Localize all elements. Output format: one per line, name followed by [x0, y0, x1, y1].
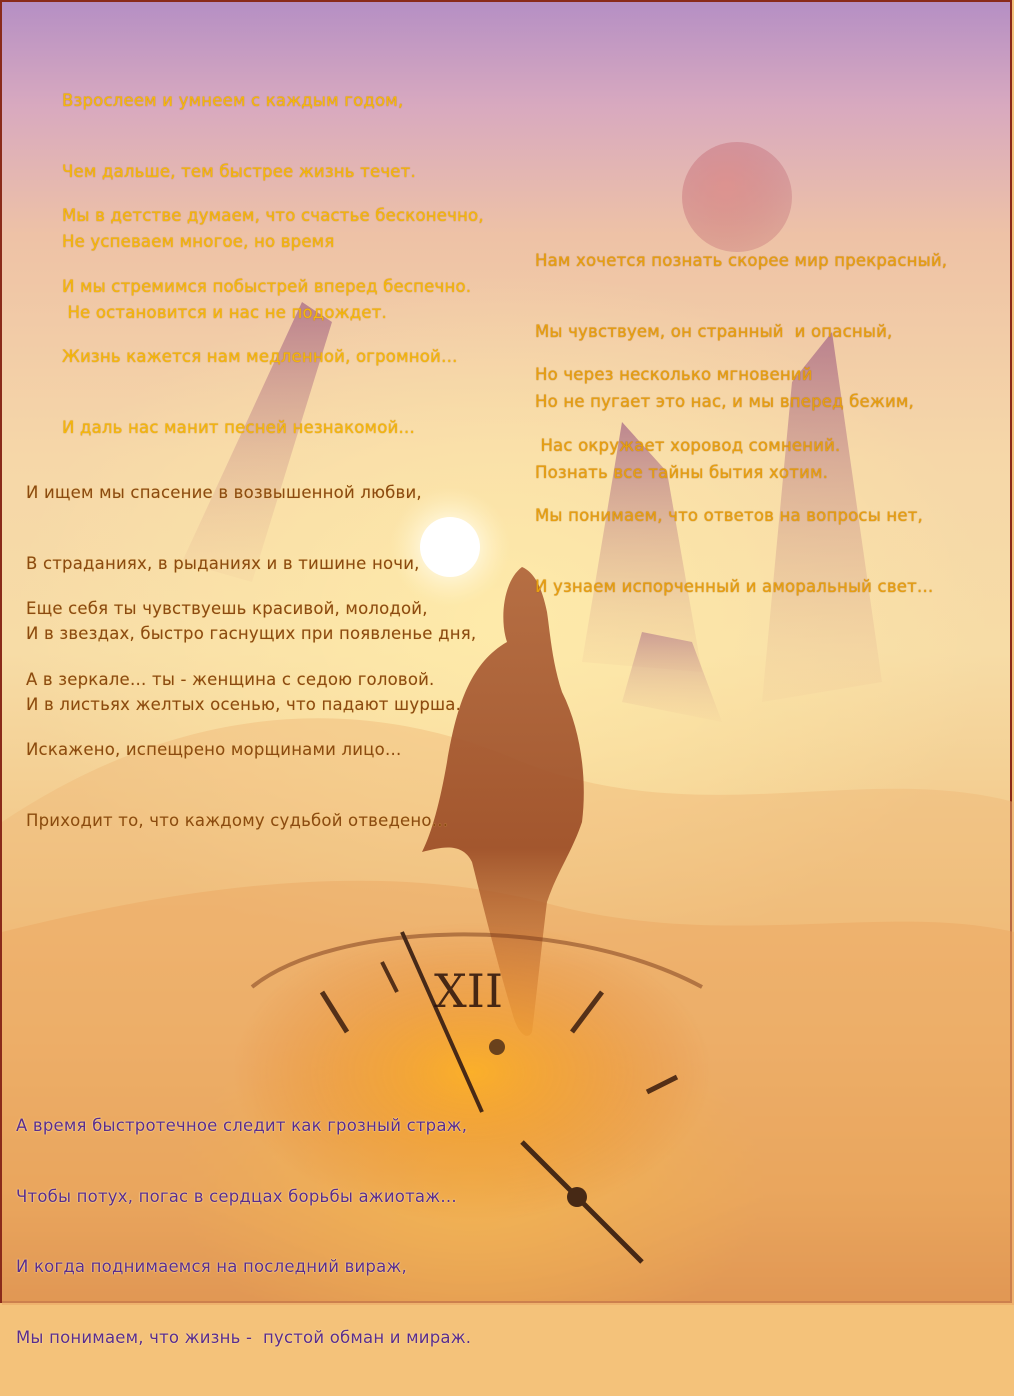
stanza-4-line-2: Нас окружает хоровод сомнений.	[535, 435, 841, 455]
stanza-5-line-2: В страданиях, в рыданиях и в тишине ночи,	[26, 553, 420, 573]
stanza-5-line-4: И в листьях желтых осенью, что падают шурша.	[26, 694, 462, 714]
stanza-7-line-2: Чтобы потух, погас в сердцах борьбы ажиотаж…	[16, 1186, 457, 1206]
stanza-5-line-1: И ищем мы спасение в возвышенной любви,	[26, 483, 422, 502]
stanza-1-line-2: Чем дальше, тем быстрее жизнь течет.	[62, 161, 416, 181]
stanza-2-line-3: Жизнь кажется нам медленной, огромной…	[62, 347, 458, 366]
stanza-5-line-3: И в звездах, быстро гаснущих при появленье дня,	[26, 624, 477, 643]
stanza-6-line-1: Еще себя ты чувствуешь красивой, молодой,	[26, 599, 428, 618]
stanza-2-line-1: Мы в детстве думаем, что счастье бесконечно,	[62, 206, 484, 225]
stanza-7	[16, 1067, 471, 1396]
stanza-6-line-3: Искажено, испещрено морщинами лицо…	[26, 740, 402, 759]
stanza-6-line-4: Приходит то, что каждому судьбой отведено…	[26, 810, 449, 830]
stanza-1-line-1: Взрослеем и умнеем с каждым годом,	[62, 91, 404, 110]
stanza-3-line-4: Познать все тайны бытия хотим.	[535, 462, 829, 482]
stanza-6	[26, 550, 448, 879]
stanza-7-line-3: И когда поднимаемся на последний вираж,	[16, 1257, 407, 1276]
clock-numeral-xii: XII	[434, 964, 504, 1018]
stanza-1-line-3: Не успеваем многое, но время	[62, 232, 335, 251]
stanza-2-line-2: И мы стремимся побыстрей вперед беспечно.	[62, 276, 472, 296]
stanza-1-line-4: Не остановится и нас не подождет.	[62, 302, 387, 322]
stanza-4	[535, 316, 934, 645]
stanza-3-line-2: Мы чувствуем, он странный и опасный,	[535, 321, 893, 341]
stanza-3-line-1: Нам хочется познать скорее мир прекрасный,	[535, 251, 948, 270]
stanza-7-line-1: А время быстротечное следит как грозный страж,	[16, 1116, 468, 1135]
stanza-4-line-1: Но через несколько мгновений	[535, 365, 813, 384]
stanza-2-line-4: И даль нас манит песней незнакомой…	[62, 417, 416, 437]
stanza-6-line-2: А в зеркале… ты - женщина с седою головой.	[26, 669, 435, 689]
stanza-3-line-3: Но не пугает это нас, и мы вперед бежим,	[535, 392, 914, 411]
stanza-7-line-4: Мы понимаем, что жизнь - пустой обман и мираж.	[16, 1327, 472, 1347]
stanza-4-line-3: Мы понимаем, что ответов на вопросы нет,	[535, 506, 923, 525]
stanza-4-line-4: И узнаем испорченный и аморальный свет…	[535, 576, 934, 596]
